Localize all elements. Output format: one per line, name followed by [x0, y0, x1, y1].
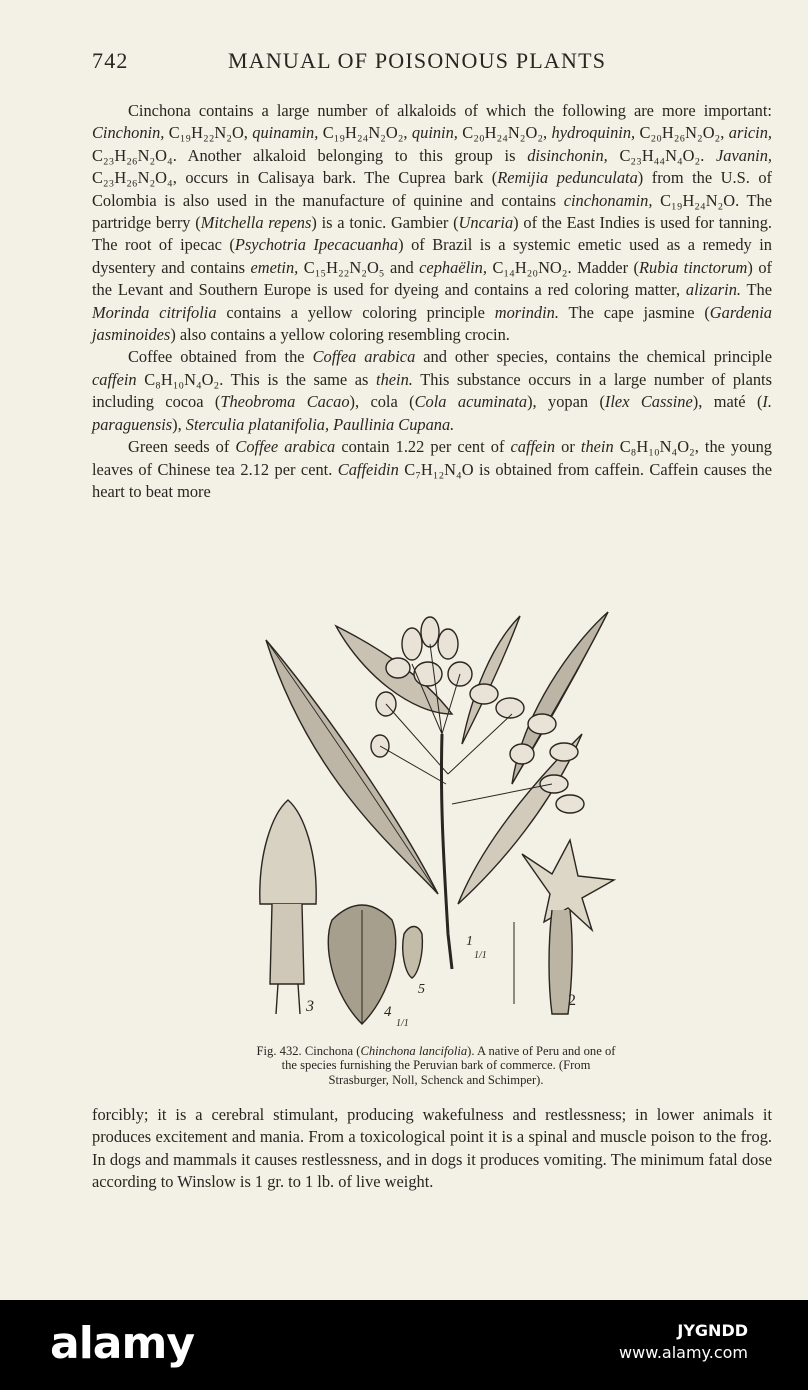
italic-run: Rubia tinctorum [639, 257, 748, 277]
text-run: ), yopan ( [527, 392, 605, 412]
italic-run: quinamin, [252, 123, 319, 143]
italic-run: quinin, [411, 123, 458, 143]
text-run: C₇H₁₂N₄O is obtained from caffein. Caffein causes the heart to beat more [92, 459, 772, 501]
italic-run: alizarin. [685, 280, 741, 300]
italic-run: Psychotria Ipecacuanha [234, 235, 399, 255]
text-run: C₂₃H₂₆N₂O₄. Another alkaloid belonging to this group is [92, 145, 528, 165]
running-head: MANUAL OF POISONOUS PLANTS [228, 48, 607, 73]
paragraph [92, 100, 772, 346]
text-run: and other species, contains the chemical principle [415, 347, 773, 367]
paragraph [92, 346, 772, 436]
italic-run: emetin, [250, 257, 299, 277]
italic-run: morindin. [494, 302, 559, 322]
text-run: ) of the East Indies is used for tanning. The root of ipecac ( [92, 213, 773, 255]
image-id-block [619, 1320, 748, 1364]
paragraph [92, 436, 772, 503]
text-run: or [555, 437, 581, 457]
italic-run: cephaëlin, [419, 257, 487, 277]
italic-run: Cola acuminata [414, 392, 528, 412]
text-run: C₁₉H₂₄N₂O. The partridge berry ( [92, 190, 772, 233]
body-text-bottom [92, 1104, 772, 1194]
text-run: ), [172, 414, 186, 434]
text-run: C₈H₁₀N₄O₂. This is the same as [136, 369, 377, 389]
text-run: ) from the U.S. of Colombia is also used in the manufacture of quinine and contains [92, 168, 772, 210]
figure-caption [256, 1044, 616, 1087]
text-run: forcibly; it is a cerebral stimulant, producing wakefulness and restlessness; in lower animals it produces excitement and mania. From a toxicological point it is a spinal and muscle poison to the frog. In dogs and mammals it causes restlessness, and in dogs it produces vomiting. The minimum fatal dose according to Winslow is 1 gr. to 1 lb. of live weight. [92, 1105, 772, 1192]
figure-label-4: 4 [384, 1004, 392, 1020]
italic-run: Cinchonin, [92, 123, 165, 143]
italic-run: Theobroma Cacao [220, 392, 350, 412]
italic-run: Sterculia platanifolia, Paullinia Cupana. [185, 414, 455, 434]
text-run: contain 1.22 per cent of [335, 437, 511, 457]
figure-label-3: 3 [306, 998, 314, 1015]
text-run: ). A native of Peru and one of the species furnishing the Peruvian bark of commerce. (From Strasburger, Noll, Schenck and Schimper). [281, 1044, 616, 1087]
text-run: C₂₃H₄₄N₄O₂. [607, 145, 717, 165]
figure-label-1: 1 [466, 934, 473, 949]
italic-run: Uncaria [458, 213, 514, 233]
text-run: C₁₉H₂₂N₂O, [164, 123, 253, 143]
paragraph [92, 1104, 772, 1194]
text-run: contains a yellow coloring principle [216, 302, 495, 322]
image-id: JYGNDD [677, 1321, 748, 1340]
italic-run: Chinchona lancifolia [360, 1044, 468, 1058]
text-run: This substance occurs in a large number of plants including cocoa ( [92, 369, 772, 412]
cinchona-illustration [252, 604, 622, 1040]
text-run: ) is a tonic. Gambier ( [311, 213, 459, 233]
italic-run: I. paraguensis [92, 392, 772, 434]
text-run: C₂₃H₂₆N₂O₄, occurs in Calisaya bark. The Cuprea bark ( [92, 168, 498, 188]
italic-run: Remijia pedunculata [497, 168, 638, 188]
italic-run: Coffea arabica [312, 347, 416, 367]
text-run: ) of Brazil is a systemic emetic used as a remedy in dysentery and contains [92, 235, 773, 277]
text-run: ) of the Levant and Southern Europe is used for dyeing and contains a red coloring matter, [92, 257, 772, 300]
italic-run: cinchonamin, [563, 190, 653, 210]
text-run: Coffee obtained from the [128, 347, 313, 367]
site-url: www.alamy.com [619, 1343, 748, 1362]
text-run: C₈H₁₀N₄O₂, the young leaves of Chinese tea 2.12 per cent. [92, 437, 772, 479]
italic-run: hydroquinin, [551, 123, 636, 143]
text-run: C₂₀H₂₆N₂O₂, [635, 123, 729, 143]
text-run: ) also contains a yellow coloring resembling crocin. [170, 325, 510, 345]
text-run: C₁₄H₂₀NO₂. Madder ( [486, 257, 639, 277]
text-run: The cape jasmine ( [558, 302, 710, 322]
watermark-banner [0, 1300, 808, 1390]
italic-run: Gardenia jasminoides [92, 302, 772, 345]
italic-run: Coffee arabica [235, 437, 336, 457]
figure-label-2: 2 [568, 992, 576, 1009]
italic-run: aricin, [728, 123, 773, 143]
figure-label-5: 5 [418, 982, 425, 997]
italic-run: Mitchella repens [200, 213, 312, 233]
italic-run: Javanin, [716, 145, 772, 165]
figure-label-4-scale: 1/1 [396, 1018, 409, 1029]
text-run: ), maté ( [692, 392, 763, 412]
text-run: C₂₀H₂₄N₂O₂, [457, 123, 552, 143]
text-run: The [741, 280, 772, 300]
text-run: C₁₅H₂₂N₂O₅ and [298, 257, 420, 277]
text-run: Cinchona contains a large number of alkaloids of which the following are more important: [128, 101, 772, 120]
italic-run: caffein [510, 437, 556, 457]
italic-run: Caffeidin [337, 459, 399, 479]
italic-run: thein. [376, 369, 413, 389]
text-run: Fig. 432. Cinchona ( [256, 1044, 361, 1058]
figure-label-1-scale: 1/1 [474, 950, 487, 961]
cinchona-drawing [252, 604, 622, 1040]
italic-run: caffein [92, 369, 137, 389]
body-text-top [92, 100, 772, 503]
text-run: C₁₉H₂₄N₂O₂, [318, 123, 412, 143]
text-run: ), cola ( [349, 392, 415, 412]
alamy-logo: alamy [50, 1318, 194, 1369]
page-number: 742 [92, 48, 129, 73]
text-run: Green seeds of [128, 437, 236, 457]
italic-run: thein [580, 437, 614, 457]
italic-run: Ilex Cassine [604, 392, 693, 412]
italic-run: Morinda citrifolia [92, 302, 217, 322]
page-header [92, 48, 774, 78]
italic-run: disinchonin, [527, 145, 608, 165]
